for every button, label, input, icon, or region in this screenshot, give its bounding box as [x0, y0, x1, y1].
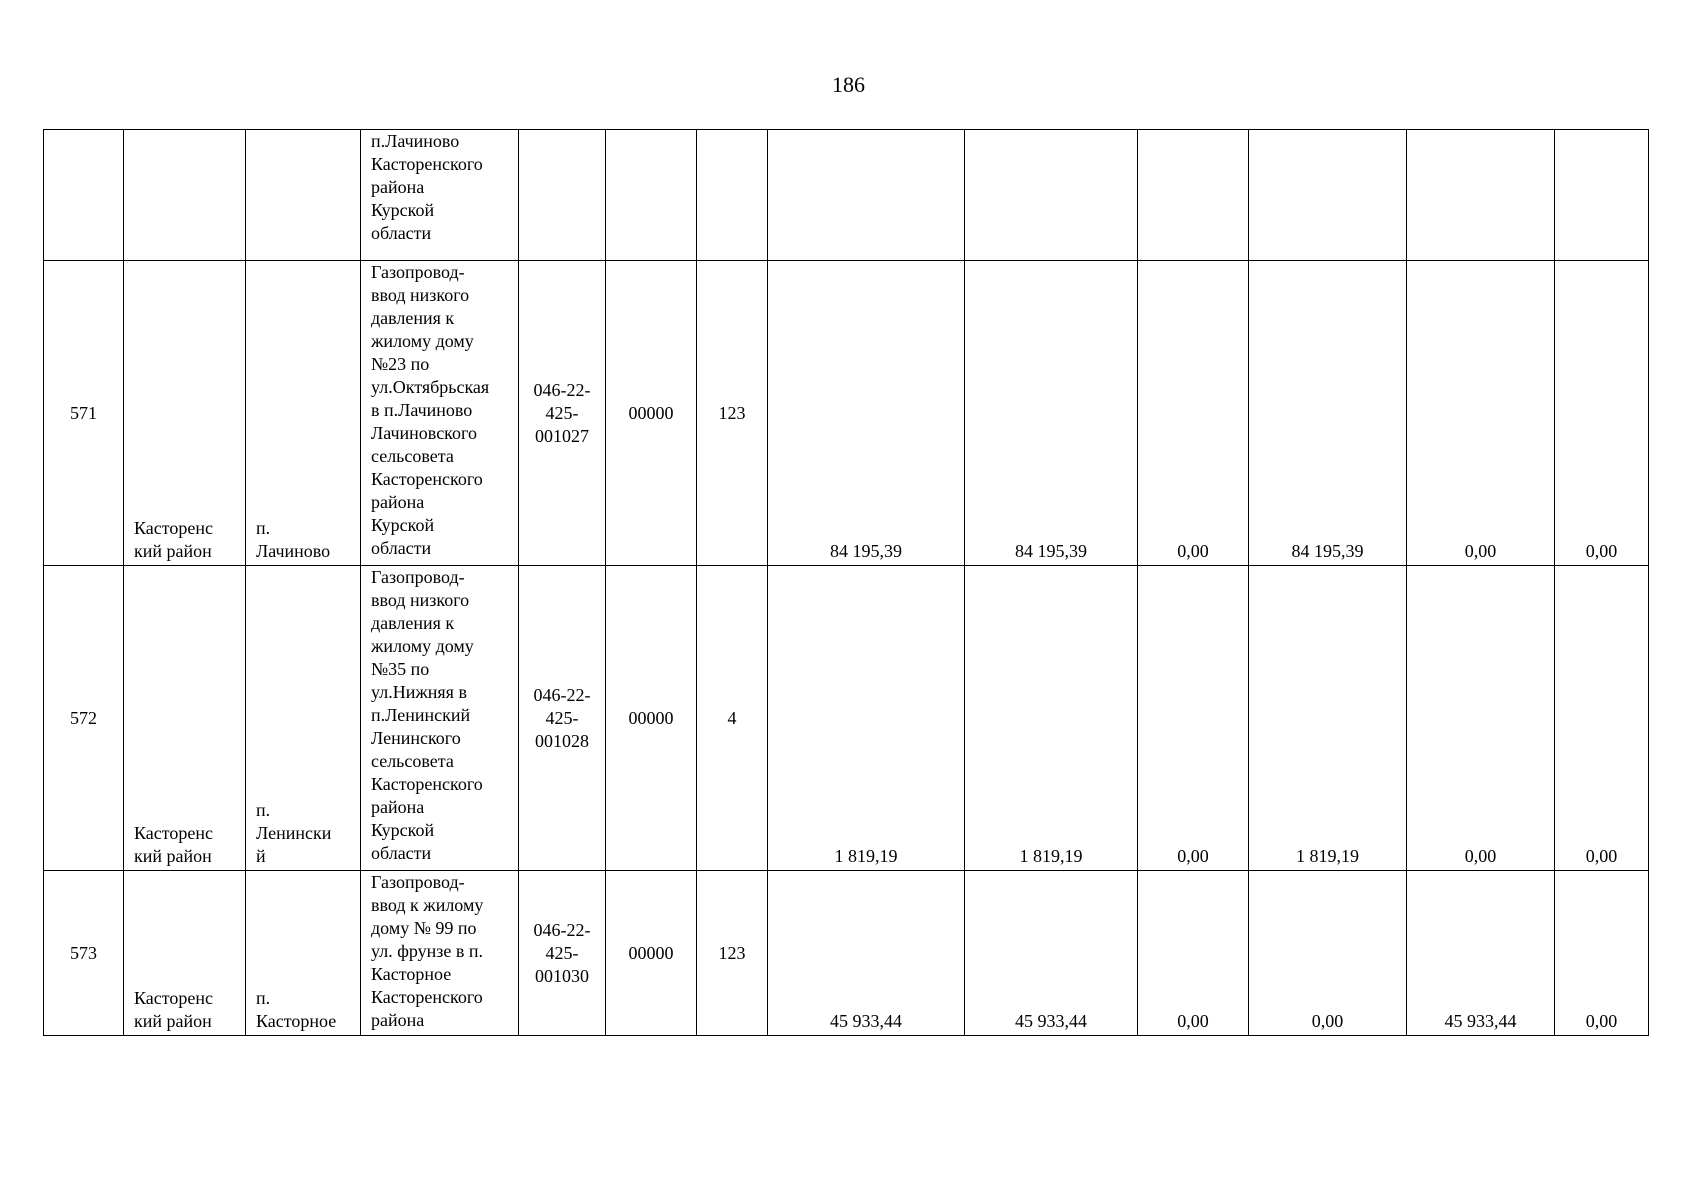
district: Касторенс кий район — [124, 261, 246, 566]
row-number: 571 — [44, 261, 124, 566]
table-row — [44, 130, 1649, 261]
locality: п. Касторное — [246, 871, 361, 1036]
amount-cell: 45 933,44 — [768, 871, 965, 1036]
amount-cell: 0,00 — [1555, 566, 1649, 871]
okof-code: 00000 — [606, 261, 697, 566]
table-row — [44, 871, 1649, 1036]
amount-cell: 1 819,19 — [1249, 566, 1407, 871]
kind-code: 123 — [697, 871, 768, 1036]
amount-cell: 0,00 — [1555, 261, 1649, 566]
row-number: 573 — [44, 871, 124, 1036]
amount-cell: 0,00 — [1138, 261, 1249, 566]
amount-cell: 0,00 — [1555, 871, 1649, 1036]
amount-cell: 0,00 — [1407, 566, 1555, 871]
amount-cell: 84 195,39 — [965, 261, 1138, 566]
amount-cell: 1 819,19 — [768, 566, 965, 871]
okof-code: 00000 — [606, 871, 697, 1036]
district: Касторенс кий район — [124, 566, 246, 871]
district: Касторенс кий район — [124, 871, 246, 1036]
kind-code: 4 — [697, 566, 768, 871]
locality: п. Ленински й — [246, 566, 361, 871]
okof-code: 00000 — [606, 566, 697, 871]
amount-cell: 0,00 — [1407, 261, 1555, 566]
inventory-code: 046-22- 425- 001027 — [519, 261, 606, 566]
kind-code: 123 — [697, 261, 768, 566]
amount-cell: 84 195,39 — [768, 261, 965, 566]
amount-cell: 84 195,39 — [1249, 261, 1407, 566]
object-description: Газопровод- ввод к жилому дому № 99 по ул. фрунзе в п. Касторное Касторенского района — [361, 871, 519, 1036]
amount-cell: 0,00 — [1138, 566, 1249, 871]
amount-cell: 45 933,44 — [965, 871, 1138, 1036]
row-number: 572 — [44, 566, 124, 871]
page-number: 186 — [832, 72, 865, 97]
locality: п. Лачиново — [246, 261, 361, 566]
table-row — [44, 566, 1649, 871]
amount-cell: 45 933,44 — [1407, 871, 1555, 1036]
amount-cell: 1 819,19 — [965, 566, 1138, 871]
object-description: Газопровод- ввод низкого давления к жилому дому №23 по ул.Октябрьская в п.Лачиново Лачиновского сельсовета Касторенского района Курской области — [361, 261, 519, 566]
amount-cell: 0,00 — [1249, 871, 1407, 1036]
inventory-code: 046-22- 425- 001030 — [519, 871, 606, 1036]
table-row — [44, 261, 1649, 566]
registry-table — [43, 129, 1649, 1036]
amount-cell: 0,00 — [1138, 871, 1249, 1036]
object-description: Газопровод- ввод низкого давления к жилому дому №35 по ул.Нижняя в п.Ленинский Ленинского сельсовета Касторенского района Курской области — [361, 566, 519, 871]
object-description: п.Лачиново Касторенского района Курской области — [361, 130, 519, 261]
inventory-code: 046-22- 425- 001028 — [519, 566, 606, 871]
